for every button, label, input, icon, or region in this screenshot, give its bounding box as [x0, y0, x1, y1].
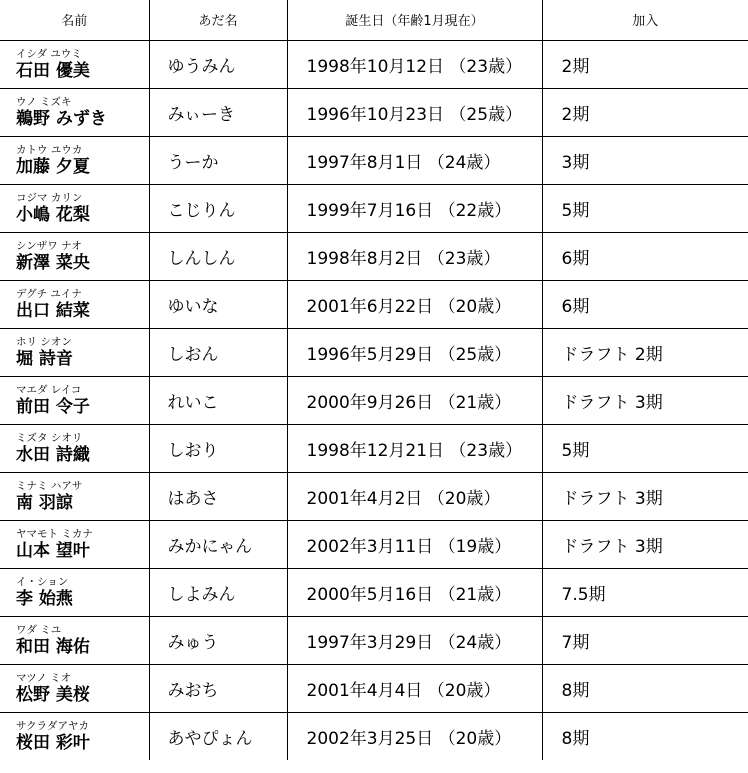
nickname-cell: しよみん — [149, 568, 287, 616]
joined-cell: 3期 — [542, 136, 748, 184]
name-cell — [0, 424, 149, 472]
table-row — [0, 664, 748, 712]
name-kana: サクラダアヤカ — [16, 720, 89, 733]
nickname-cell: あやぴょん — [149, 712, 287, 760]
member-name: 新澤 菜央 — [16, 253, 90, 273]
table-row — [0, 328, 748, 376]
joined-cell: 7期 — [542, 616, 748, 664]
name-kana: イ・ション — [16, 576, 69, 588]
table-row — [0, 376, 748, 424]
nickname-cell: はあさ — [149, 472, 287, 520]
name-kana: ヤマモト ミカナ — [16, 528, 93, 540]
birthday-cell: 1999年7月16日 （22歳） — [287, 184, 542, 232]
birthday-cell: 1996年10月23日 （25歳） — [287, 88, 542, 136]
member-name: 堀 詩音 — [16, 349, 73, 369]
joined-cell: ドラフト 2期 — [542, 328, 748, 376]
name-cell — [0, 616, 149, 664]
name-cell — [0, 376, 149, 424]
birthday-cell: 2000年9月26日 （21歳） — [287, 376, 542, 424]
joined-cell: 6期 — [542, 280, 748, 328]
joined-cell: 8期 — [542, 664, 748, 712]
header-birthday: 誕生日（年齢1月現在） — [287, 0, 542, 40]
birthday-cell: 2001年4月2日 （20歳） — [287, 472, 542, 520]
name-kana: マツノ ミオ — [16, 672, 72, 684]
birthday-cell: 2001年6月22日 （20歳） — [287, 280, 542, 328]
joined-cell: 6期 — [542, 232, 748, 280]
joined-cell: 2期 — [542, 88, 748, 136]
member-name: 南 羽諒 — [16, 493, 73, 513]
birthday-cell: 2000年5月16日 （21歳） — [287, 568, 542, 616]
member-name: 出口 結菜 — [16, 301, 90, 321]
header-joined: 加入 — [542, 0, 748, 40]
nickname-cell: れいこ — [149, 376, 287, 424]
birthday-cell: 1998年10月12日 （23歳） — [287, 40, 542, 88]
nickname-cell: みかにゃん — [149, 520, 287, 568]
name-cell — [0, 136, 149, 184]
member-name: 前田 令子 — [16, 397, 90, 417]
birthday-cell: 1998年12月21日 （23歳） — [287, 424, 542, 472]
header-row — [0, 0, 748, 40]
name-kana: ワダ ミユ — [16, 624, 62, 636]
name-kana: カトウ ユウカ — [16, 144, 83, 156]
table-row — [0, 712, 748, 760]
nickname-cell: ゆうみん — [149, 40, 287, 88]
nickname-cell: うーか — [149, 136, 287, 184]
table-row — [0, 568, 748, 616]
nickname-cell: しんしん — [149, 232, 287, 280]
name-kana: デグチ ユイナ — [16, 288, 82, 300]
name-cell — [0, 712, 149, 760]
joined-cell: 5期 — [542, 184, 748, 232]
birthday-cell: 1997年3月29日 （24歳） — [287, 616, 542, 664]
table-row — [0, 472, 748, 520]
nickname-cell: みおち — [149, 664, 287, 712]
table-row — [0, 40, 748, 88]
birthday-cell: 1998年8月2日 （23歳） — [287, 232, 542, 280]
name-kana: ホリ シオン — [16, 336, 72, 348]
member-name: 山本 望叶 — [16, 541, 90, 561]
name-kana: ミナミ ハアサ — [16, 480, 83, 492]
name-kana: ミズタ シオリ — [16, 432, 83, 444]
nickname-cell: しおり — [149, 424, 287, 472]
joined-cell: 8期 — [542, 712, 748, 760]
member-name: 加藤 夕夏 — [16, 157, 90, 177]
nickname-cell: こじりん — [149, 184, 287, 232]
header-name: 名前 — [0, 0, 149, 40]
joined-cell: ドラフト 3期 — [542, 376, 748, 424]
member-name: 和田 海佑 — [16, 637, 90, 657]
nickname-cell: しおん — [149, 328, 287, 376]
name-kana: コジマ カリン — [16, 192, 83, 204]
joined-cell: 5期 — [542, 424, 748, 472]
joined-cell: ドラフト 3期 — [542, 472, 748, 520]
name-kana: ウノ ミズキ — [16, 96, 72, 108]
nickname-cell: みゅう — [149, 616, 287, 664]
name-cell — [0, 520, 149, 568]
name-kana: イシダ ユウミ — [16, 48, 82, 60]
name-cell — [0, 280, 149, 328]
member-name: 桜田 彩叶 — [16, 733, 90, 754]
member-name: 鵜野 みずき — [16, 109, 107, 129]
name-cell — [0, 568, 149, 616]
name-cell — [0, 40, 149, 88]
name-cell — [0, 328, 149, 376]
birthday-cell: 2002年3月25日 （20歳） — [287, 712, 542, 760]
name-cell — [0, 472, 149, 520]
nickname-cell: ゆいな — [149, 280, 287, 328]
table-row — [0, 88, 748, 136]
birthday-cell: 1996年5月29日 （25歳） — [287, 328, 542, 376]
table-row — [0, 616, 748, 664]
name-cell — [0, 664, 149, 712]
table-row — [0, 232, 748, 280]
member-name: 松野 美桜 — [16, 685, 90, 705]
member-name: 水田 詩織 — [16, 445, 90, 465]
name-kana: シンザワ ナオ — [16, 240, 82, 252]
table-row — [0, 424, 748, 472]
member-name: 石田 優美 — [16, 61, 90, 81]
joined-cell: ドラフト 3期 — [542, 520, 748, 568]
birthday-cell: 2002年3月11日 （19歳） — [287, 520, 542, 568]
name-cell — [0, 184, 149, 232]
member-name: 李 始燕 — [16, 589, 73, 609]
name-kana: マエダ レイコ — [16, 384, 82, 396]
table-row — [0, 184, 748, 232]
birthday-cell: 1997年8月1日 （24歳） — [287, 136, 542, 184]
table-row — [0, 520, 748, 568]
table-row — [0, 136, 748, 184]
name-cell — [0, 88, 149, 136]
joined-cell: 2期 — [542, 40, 748, 88]
name-cell — [0, 232, 149, 280]
table-row — [0, 280, 748, 328]
nickname-cell: みぃーき — [149, 88, 287, 136]
joined-cell: 7.5期 — [542, 568, 748, 616]
header-nickname: あだ名 — [149, 0, 287, 40]
birthday-cell: 2001年4月4日 （20歳） — [287, 664, 542, 712]
member-name: 小嶋 花梨 — [16, 205, 90, 225]
